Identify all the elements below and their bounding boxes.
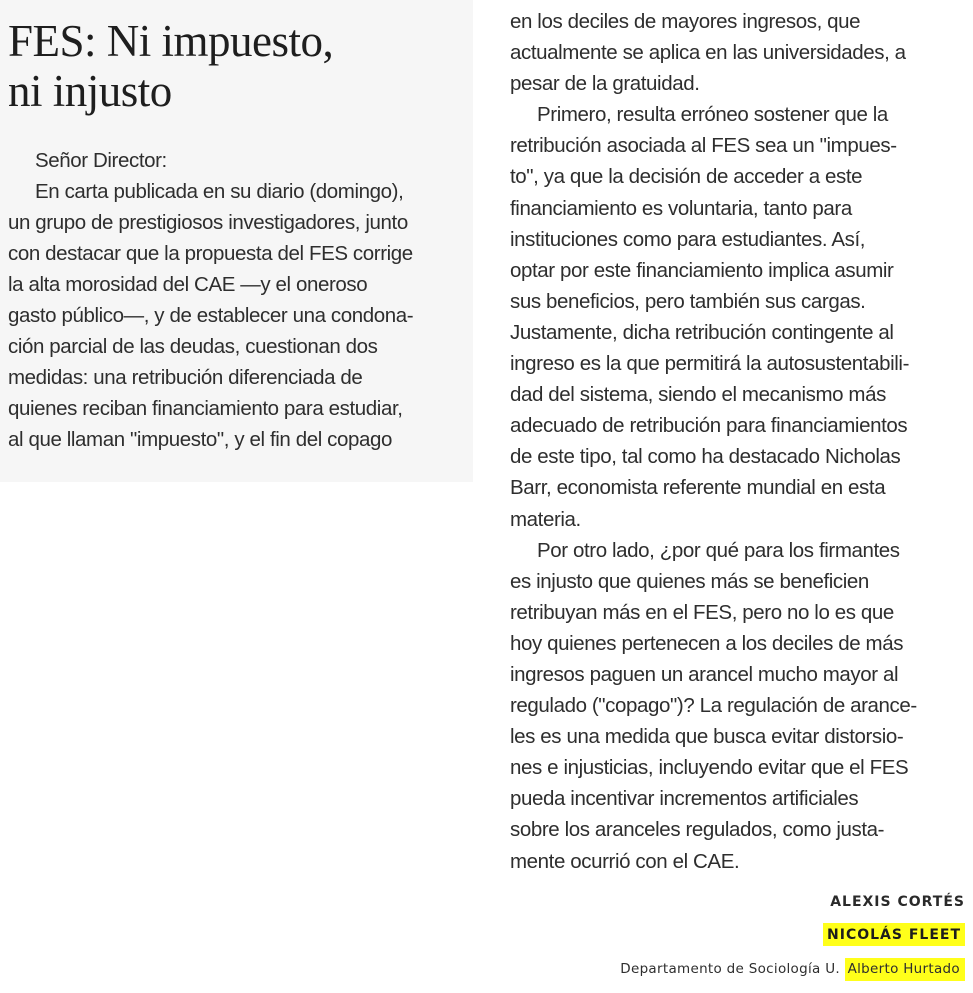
body-line: materia. [510, 507, 581, 531]
body-line: la alta morosidad del CAE —y el oneroso [8, 273, 368, 296]
affiliation [620, 958, 965, 980]
body-line: nes e injusticias, incluyendo evitar que el FES [510, 756, 909, 780]
signature-name-1: ALEXIS CORTÉS [830, 894, 965, 910]
body-line: En carta publicada en su diario (domingo), [35, 180, 404, 203]
body-line: adecuado de retribución para financiamientos [510, 414, 908, 438]
body-line: quienes reciban financiamiento para estudiar, [8, 397, 403, 420]
body-line: instituciones como para estudiantes. Así, [510, 227, 866, 251]
body-line: medidas: una retribución diferenciada de [8, 366, 363, 389]
body-line: al que llaman "impuesto", y el fin del copago [8, 428, 393, 451]
headline [8, 16, 468, 116]
body-line: con destacar que la propuesta del FES corrige [8, 242, 413, 265]
salutation: Señor Director: [35, 149, 167, 172]
headline-line-1: FES: Ni impuesto, [8, 16, 334, 66]
body-line: ingresos paguen un arancel mucho mayor al [510, 662, 899, 686]
body-line: retribución asociada al FES sea un "impues- [510, 134, 897, 158]
affiliation-prefix: Departamento de Sociología U. [620, 961, 840, 977]
body-line: dad del sistema, siendo el mecanismo más [510, 383, 886, 407]
body-line: regulado ("copago")? La regulación de arance- [510, 694, 917, 718]
left-column [0, 0, 473, 482]
body-line: retribuyan más en el FES, pero no lo es que [510, 600, 894, 624]
body-line: es injusto que quienes más se beneficien [510, 569, 869, 593]
body-line: de este tipo, tal como ha destacado Nicholas [510, 445, 901, 469]
body-line: Barr, economista referente mundial en esta [510, 476, 886, 500]
body-line: Primero, resulta erróneo sostener que la [537, 103, 888, 127]
body-line: les es una medida que busca evitar distorsio- [510, 725, 904, 749]
right-column [510, 6, 970, 877]
body-line: en los deciles de mayores ingresos, que [510, 10, 861, 33]
body-line: ingreso es la que permitirá la autosustentabili- [510, 352, 909, 376]
body-line: pueda incentivar incrementos artificiales [510, 787, 859, 811]
body-line: mente ocurrió con el CAE. [510, 849, 740, 873]
body-line: un grupo de prestigiosos investigadores, junto [8, 211, 408, 234]
body-line: Justamente, dicha retribución contingente al [510, 320, 894, 344]
body-line: ción parcial de las deudas, cuestionan dos [8, 335, 378, 358]
signature-name-2-highlight [823, 923, 965, 946]
body-line: financiamiento es voluntaria, tanto para [510, 196, 852, 220]
body-line: Por otro lado, ¿por qué para los firmantes [537, 538, 900, 562]
affiliation-highlighted: Alberto Hurtado [845, 958, 965, 981]
body-line: to", ya que la decisión de acceder a este [510, 165, 863, 189]
signature-name-2: NICOLÁS FLEET [827, 927, 961, 943]
body-line: pesar de la gratuidad. [510, 72, 700, 96]
body-line: sus beneficios, pero también sus cargas. [510, 289, 866, 313]
signature-block [823, 893, 965, 946]
body-line: actualmente se aplica en las universidades, a [510, 41, 906, 65]
body-line: gasto público—, y de establecer una condona- [8, 304, 414, 327]
body-line: sobre los aranceles regulados, como justa- [510, 818, 885, 842]
headline-line-2: ni injusto [8, 66, 172, 116]
body-line: hoy quienes pertenecen a los deciles de más [510, 631, 904, 655]
body-line: optar por este financiamiento implica asumir [510, 258, 894, 282]
letter-body-left [8, 145, 468, 455]
